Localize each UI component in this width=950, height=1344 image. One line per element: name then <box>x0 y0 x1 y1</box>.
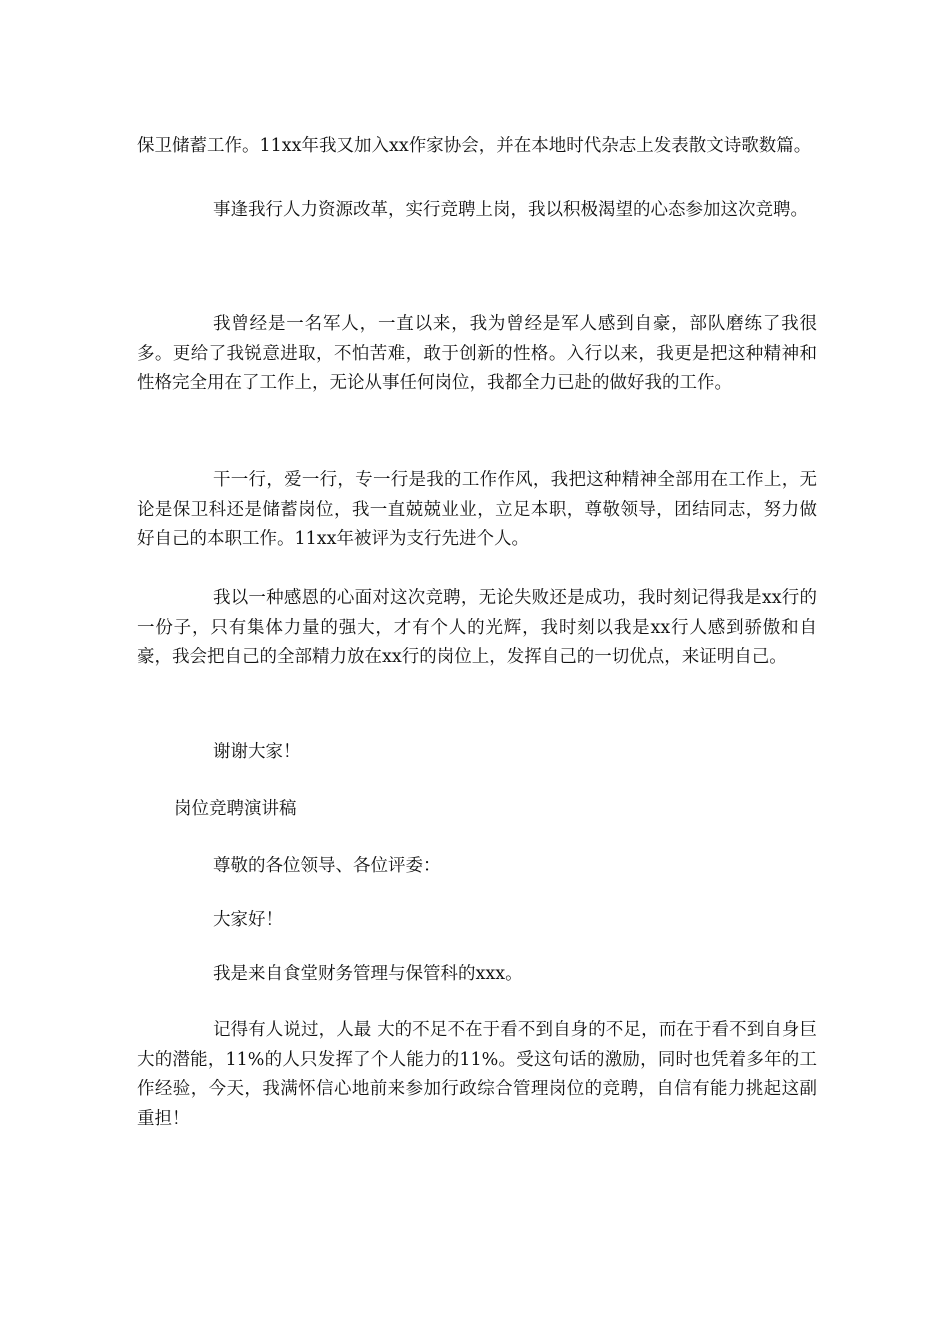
paragraph-salutation: 尊敬的各位领导、各位评委： <box>213 856 441 876</box>
paragraph-motivation: 记得有人说过，人最 大的不足不在于看不到自身的不足，而在于看不到自身巨大的潜能，11%的人只发挥了个人能力的11%。受这句话的激励，同时也凭着多年的工作经验，今天，我满怀信心地前来参加行政综合管理岗位的竞聘，自信有能力挑起这副重担！ <box>137 1020 817 1129</box>
paragraph-1: 保卫储蓄工作。11xx年我又加入xx作家协会，并在本地时代杂志上发表散文诗歌数篇。 <box>137 136 812 156</box>
paragraph-3: 我曾经是一名军人，一直以来，我为曾经是军人感到自豪，部队磨练了我很多。更给了我锐意进取，不怕苦难，敢于创新的性格。入行以来，我更是把这种精神和性格完全用在了工作上，无论从事任何岗位，我都全力已赴的做好我的工作。 <box>137 314 817 393</box>
section-title: 岗位竞聘演讲稿 <box>174 799 297 819</box>
paragraph-thanks: 谢谢大家！ <box>213 742 301 762</box>
paragraph-greeting: 大家好！ <box>213 910 283 930</box>
paragraph-introduction: 我是来自食堂财务管理与保管科的xxx。 <box>213 964 523 984</box>
paragraph-5: 我以一种感恩的心面对这次竞聘，无论失败还是成功，我时刻记得我是xx行的一份子，只有集体力量的强大，才有个人的光辉，我时刻以我是xx行人感到骄傲和自豪，我会把自己的全部精力放在xx行的岗位上，发挥自己的一切优点，来证明自己。 <box>137 588 817 667</box>
paragraph-4: 干一行，爱一行，专一行是我的工作作风，我把这种精神全部用在工作上，无论是保卫科还是储蓄岗位，我一直兢兢业业，立足本职，尊敬领导，团结同志，努力做好自己的本职工作。11xx年被评为支行先进个人。 <box>137 470 817 549</box>
paragraph-2: 事逢我行人力资源改革，实行竞聘上岗，我以积极渴望的心态参加这次竞聘。 <box>213 200 808 220</box>
